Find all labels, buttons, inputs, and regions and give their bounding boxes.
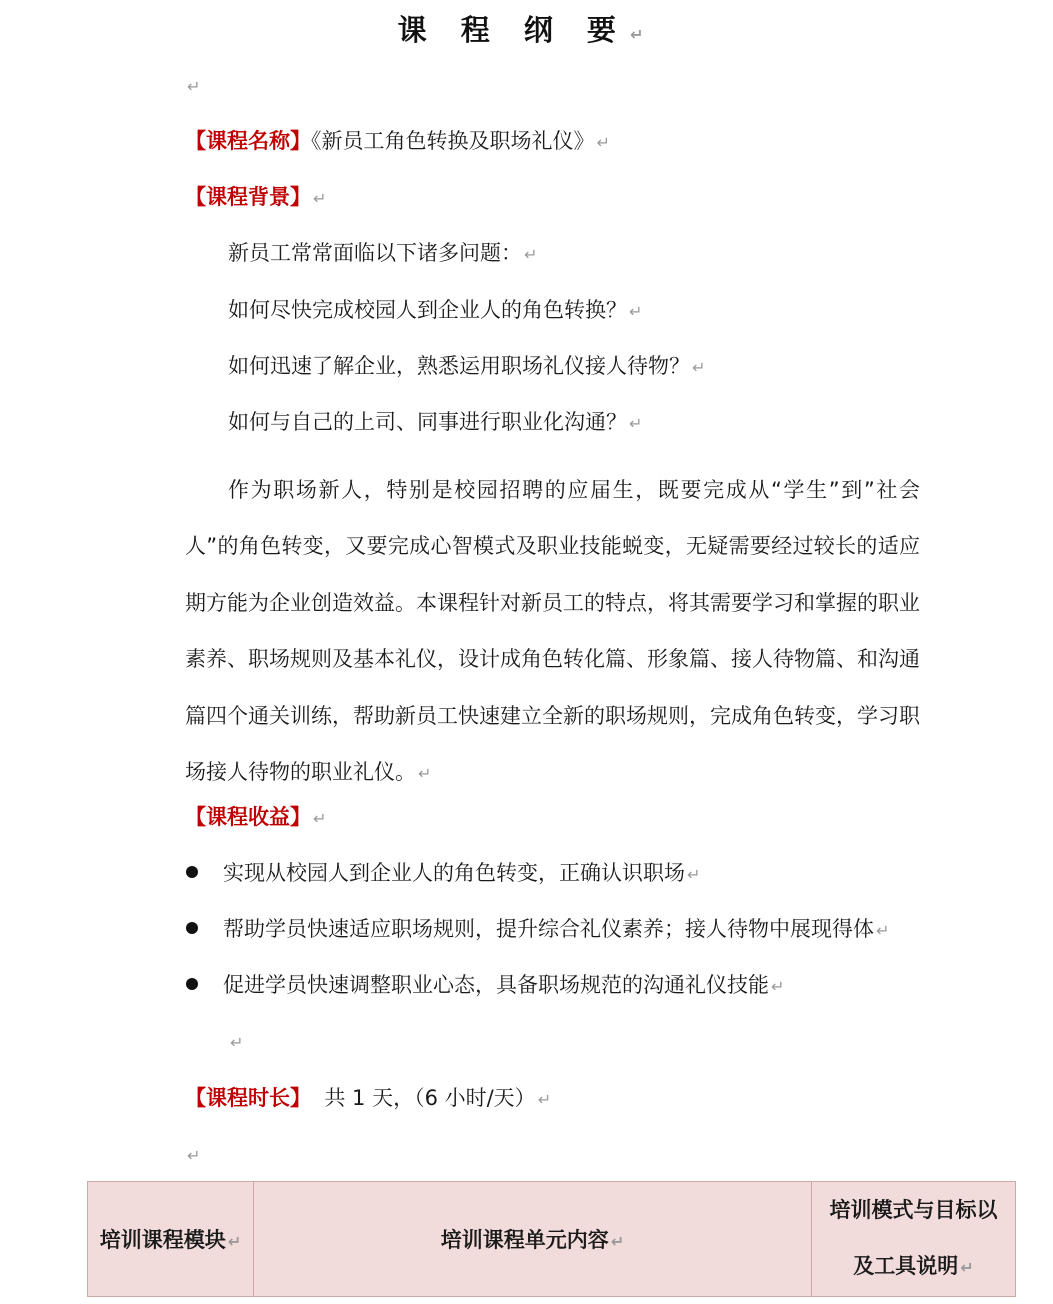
empty-paragraph: ↵: [187, 1146, 201, 1165]
background-paragraph: 作为职场新人，特别是校园招聘的应届生，既要完成从“学生”到”社会人”的角色转变，又要完成心智模式及职业技能蜕变，无疑需要经过较长的适应期方能为企业创造效益。本课程针对新员工的特点，将其需要学习和掌握的职业素养、职场规则及基本礼仪，设计成角色转化篇、形象篇、接人待物篇、和沟通篇四个通关训练，帮助新员工快速建立全新的职场规则，完成角色转变，学习职场接人待物的职业礼仪。 ↵: [185, 478, 920, 785]
bullet-icon: [186, 866, 198, 878]
empty-paragraph: ↵: [230, 1033, 244, 1052]
benefits-label: 【课程收益】: [185, 805, 311, 829]
background-question: 如何尽快完成校园人到企业人的角色转换？ ↵: [228, 298, 643, 322]
page-title: 课 程 纲 要 ↵: [397, 13, 656, 47]
benefit-item: 实现从校园人到企业人的角色转变，正确认识职场 ↵: [186, 858, 700, 890]
duration-value: 共 1 天，（6 小时/天）: [324, 1086, 536, 1110]
bullet-icon: [186, 922, 198, 934]
bullet-icon: [186, 978, 198, 990]
background-question: 如何与自己的上司、同事进行职业化沟通？ ↵: [228, 410, 643, 434]
background-question: 如何迅速了解企业，熟悉运用职场礼仪接人待物？ ↵: [228, 354, 706, 378]
course-name-value: 《新员工角色转换及职场礼仪》: [311, 129, 595, 153]
duration-label: 【课程时长】: [185, 1086, 311, 1110]
duration-line: 【课程时长】 共 1 天，（6 小时/天） ↵: [185, 1086, 552, 1110]
benefits-heading: 【课程收益】 ↵: [185, 805, 327, 829]
course-name-label: 【课程名称】: [185, 129, 311, 153]
background-heading: 【课程背景】 ↵: [185, 185, 327, 209]
course-name-line: 【课程名称】《新员工角色转换及职场礼仪》 ↵: [185, 129, 610, 153]
benefit-item: 帮助学员快速适应职场规则，提升综合礼仪素养；接人待物中展现得体 ↵: [186, 914, 889, 946]
table-header-row: [88, 1182, 1016, 1297]
table-header-cell: 培训模式与目标以及工具说明 ↵: [812, 1182, 1016, 1297]
table-header-cell: 培训课程模块 ↵: [88, 1182, 254, 1297]
table-header-cell: 培训课程单元内容 ↵: [254, 1182, 812, 1297]
benefit-item: 促进学员快速调整职业心态，具备职场规范的沟通礼仪技能 ↵: [186, 970, 784, 1002]
background-intro: 新员工常常面临以下诸多问题： ↵: [228, 241, 538, 265]
course-table: [87, 1181, 1016, 1297]
empty-paragraph: ↵: [187, 77, 201, 96]
background-label: 【课程背景】: [185, 185, 311, 209]
